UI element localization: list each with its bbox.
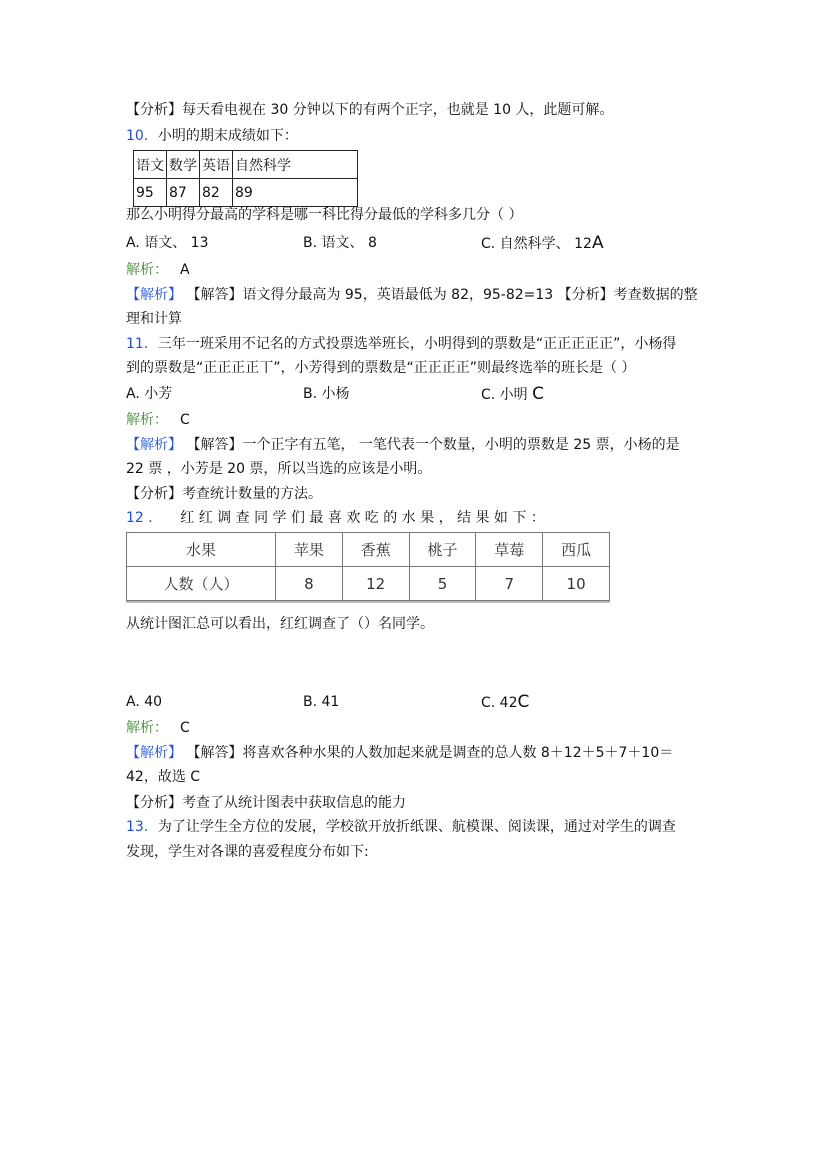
option-text: C. 小明 [481, 387, 528, 403]
question-number: 13． [126, 819, 158, 835]
question-12 [126, 508, 545, 528]
option-b: B. 41 [303, 694, 340, 710]
explanation-tag: 【解析】 [126, 745, 182, 761]
table-cell: 12 [342, 567, 409, 601]
analysis-line: 【分析】考查了从统计图表中获取信息的能力 [126, 795, 406, 811]
answer-line [126, 410, 190, 430]
table-cell: 草莓 [476, 533, 543, 567]
score-table [133, 150, 358, 207]
table-cell: 西瓜 [543, 533, 610, 567]
question-number: 11． [126, 336, 158, 352]
question-text: 那么小明得分最高的学科是哪一科比得分最低的学科多几分（ ） [126, 207, 523, 223]
answer-line [126, 260, 190, 280]
table-cell: 英语 [200, 151, 233, 179]
table-cell: 89 [233, 179, 358, 207]
answer-label: 解析： [126, 720, 168, 736]
table-row [127, 567, 610, 601]
question-text: 到的票数是“正正正正丅”，小芳得到的票数是“正正正正”则最终选举的班长是（ ） [126, 360, 636, 376]
table-cell: 5 [409, 567, 476, 601]
option-c [481, 692, 529, 713]
table-cell: 87 [167, 179, 200, 207]
table-row [127, 533, 610, 567]
answer-value: A [180, 262, 190, 278]
answer-label: 解析： [126, 262, 168, 278]
question-10 [126, 126, 298, 146]
table-cell: 香蕉 [342, 533, 409, 567]
question-text: 红 红 调 查 同 学 们 最 喜 欢 吃 的 水 果 ， 结 果 如 下 ： [180, 510, 545, 526]
answer-mark: C [532, 384, 545, 404]
explanation-text: 【解答】将喜欢各种水果的人数加起来就是调查的总人数 8＋12＋5＋7＋10＝ [182, 745, 674, 761]
option-a: A. 小芳 [126, 386, 173, 402]
table-cell: 8 [276, 567, 343, 601]
answer-value: C [180, 720, 190, 736]
option-a: A. 40 [126, 694, 163, 710]
question-text: 发现，学生对各课的喜爱程度分布如下: [126, 844, 369, 860]
option-b: B. 小杨 [303, 386, 350, 402]
answer-mark: A [591, 233, 604, 253]
question-13 [126, 817, 676, 837]
table-row [134, 179, 358, 207]
table-cell: 水果 [127, 533, 276, 567]
option-c [481, 233, 604, 254]
answer-label: 解析： [126, 412, 168, 428]
explanation-line: 42，故选 C [126, 769, 201, 785]
explanation-line [126, 285, 698, 305]
explanation-tag: 【解析】 [126, 437, 182, 453]
explanation-line [126, 435, 680, 455]
question-text: 从统计图汇总可以看出，红红调查了（）名同学。 [126, 616, 434, 632]
question-text: 三年一班采用不记名的方式投票选举班长，小明得到的票数是“正正正正正”，小杨得 [157, 336, 677, 352]
question-11 [126, 334, 676, 354]
table-cell: 自然科学 [233, 151, 358, 179]
question-number: 12 ． [126, 510, 163, 526]
table-cell: 10 [543, 567, 610, 601]
table-cell: 数学 [167, 151, 200, 179]
option-a: A. 语文、 13 [126, 235, 209, 251]
analysis-line: 【分析】考查统计数量的方法。 [126, 486, 322, 502]
explanation-text: 【解答】一个正字有五笔， 一笔代表一个数量，小明的票数是 25 票，小杨的是 [182, 437, 680, 453]
table-cell: 82 [200, 179, 233, 207]
explanation-line: 理和计算 [126, 311, 182, 327]
explanation-line [126, 743, 673, 763]
table-cell: 苹果 [276, 533, 343, 567]
answer-value: C [180, 412, 190, 428]
analysis-line: 【分析】每天看电视在 30 分钟以下的有两个正字，也就是 10 人，此题可解。 [126, 102, 614, 118]
table-cell: 语文 [134, 151, 167, 179]
question-number: 10． [126, 128, 158, 144]
option-c [481, 384, 544, 405]
table-row [134, 151, 358, 179]
question-text: 小明的期末成绩如下： [157, 128, 298, 144]
fruit-table [126, 532, 610, 601]
table-cell: 桃子 [409, 533, 476, 567]
explanation-line: 22 票 ，小芳是 20 票，所以当选的应该是小明。 [126, 461, 432, 477]
explanation-text: 【解答】语文得分最高为 95，英语最低为 82，95-82=13 【分析】考查数据的整 [182, 287, 698, 303]
option-b: B. 语文、 8 [303, 235, 377, 251]
answer-mark: C [517, 692, 530, 712]
answer-line [126, 718, 190, 738]
option-text: C. 自然科学、 12 [481, 236, 592, 252]
table-cell: 7 [476, 567, 543, 601]
table-cell: 95 [134, 179, 167, 207]
option-text: C. 42 [481, 695, 518, 711]
table-cell: 人数（人） [127, 567, 276, 601]
explanation-tag: 【解析】 [126, 287, 182, 303]
question-text: 为了让学生全方位的发展，学校欲开放折纸课、航模课、阅读课，通过对学生的调查 [157, 819, 676, 835]
